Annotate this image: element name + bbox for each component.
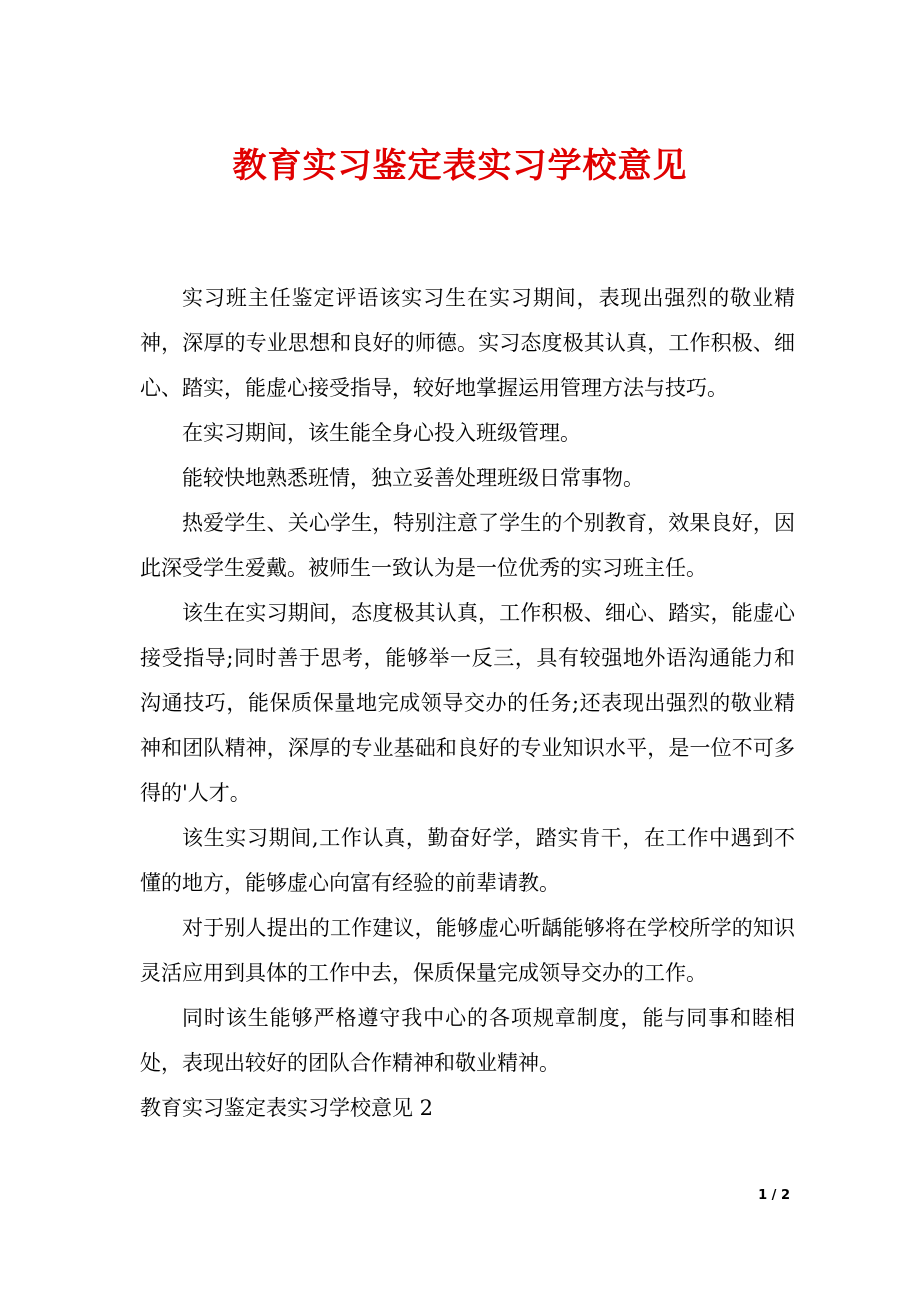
paragraph-1: 实习班主任鉴定评语该实习生在实习期间，表现出强烈的敬业精神，深厚的专业思想和良好的师德。实习态度极其认真，工作积极、细心、踏实，能虚心接受指导，较好地掌握运用管理方法与技巧。 — [140, 286, 795, 400]
paragraph-6: 该生实习期间,工作认真，勤奋好学，踏实肯干，在工作中遇到不懂的地方，能够虚心向富有经验的前辈请教。 — [140, 826, 795, 895]
section-subheading: 教育实习鉴定表实习学校意见 2 — [140, 1096, 434, 1120]
document-title: 教育实习鉴定表实习学校意见 — [232, 146, 688, 186]
paragraph-3: 能较快地熟悉班情，独立妥善处理班级日常事物。 — [182, 466, 644, 490]
paragraph-7: 对于别人提出的工作建议，能够虚心听龋能够将在学校所学的知识灵活应用到具体的工作中去，保质保量完成领导交办的工作。 — [140, 916, 795, 985]
document-body — [140, 276, 795, 1131]
paragraph-2: 在实习期间，该生能全身心投入班级管理。 — [182, 421, 581, 445]
paragraph-8: 同时该生能够严格遵守我中心的各项规章制度，能与同事和睦相处，表现出较好的团队合作精神和敬业精神。 — [140, 1006, 795, 1075]
page-number: 1 / 2 — [758, 1188, 790, 1203]
paragraph-4: 热爱学生、关心学生，特别注意了学生的个别教育，效果良好，因此深受学生爱戴。被师生一致认为是一位优秀的实习班主任。 — [140, 511, 795, 580]
paragraph-5: 该生在实习期间，态度极其认真，工作积极、细心、踏实，能虚心接受指导;同时善于思考，能够举一反三，具有较强地外语沟通能力和沟通技巧，能保质保量地完成领导交办的任务;还表现出强烈的敬业精神和团队精神，深厚的专业基础和良好的专业知识水平，是一位不可多得的'人才。 — [140, 601, 795, 805]
